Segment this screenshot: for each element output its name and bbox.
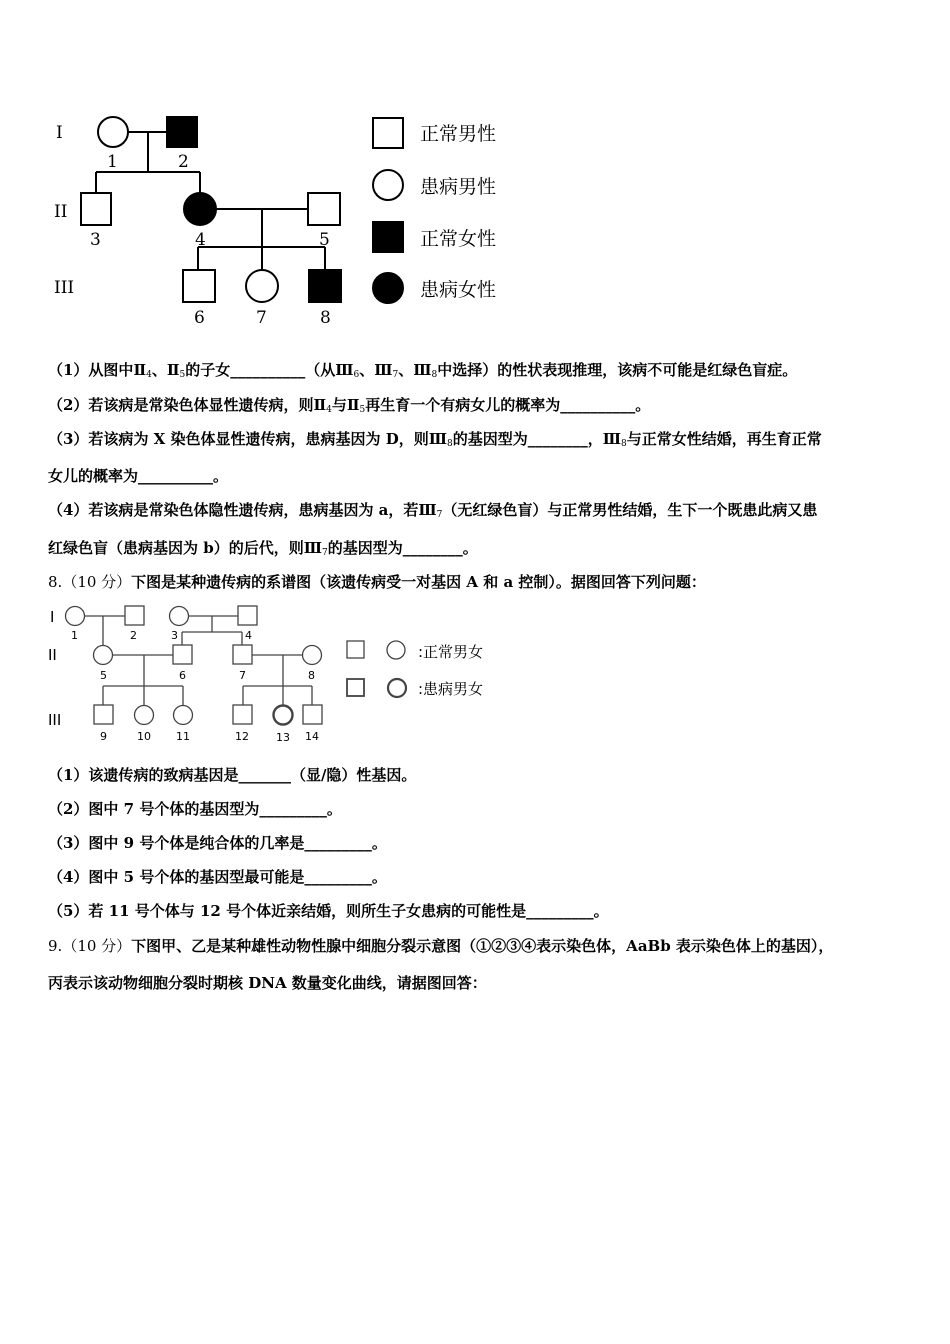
- pedigree2-individual-1: [66, 607, 85, 626]
- legend1-circle-open-icon: [373, 170, 403, 200]
- pedigree2-individual-6: [173, 645, 192, 664]
- pedigree1-individual-4: [184, 193, 216, 225]
- pedigree1-individual-8: [309, 270, 341, 302]
- q9-score: （10 分）: [62, 937, 132, 955]
- pedigree1-individual-6: [183, 270, 215, 302]
- pedigree1-num-6: 6: [194, 308, 205, 328]
- q8-subquestion-5: （5）若 11 号个体与 12 号个体近亲结婚，则所生子女患病的可能性是_________。: [48, 902, 609, 920]
- pedigree2-individual-5: [94, 646, 113, 665]
- pedigree-chart-1: [40, 105, 520, 335]
- pedigree2-num-13: 13: [276, 731, 290, 744]
- pedigree2-individual-11: [174, 706, 193, 725]
- pedigree2-individual-2: [125, 606, 144, 625]
- pedigree1-gen-2-label: II: [54, 202, 68, 222]
- q9-stem: [48, 936, 833, 956]
- pedigree1-num-3: 3: [90, 230, 101, 250]
- legend2-circle-affected-icon: [388, 679, 406, 697]
- pedigree2-individual-14: [303, 705, 322, 724]
- pedigree1-individual-3: [81, 193, 111, 225]
- legend1-affected-male: 患病男性: [420, 176, 497, 198]
- pedigree1-individual-5: [308, 193, 340, 225]
- q9-stem-cont: 丙表示该动物细胞分裂时期核 DNA 数量变化曲线，请据图回答：: [48, 974, 487, 992]
- pedigree1-num-2: 2: [178, 152, 189, 172]
- pedigree1-individual-2: [167, 117, 197, 147]
- pedigree1-individual-7: [246, 270, 278, 302]
- pedigree2-num-3: 3: [171, 629, 178, 642]
- pedigree2-individual-9: [94, 705, 113, 724]
- q9-number: 9.: [48, 937, 63, 955]
- pedigree2-individual-12: [233, 705, 252, 724]
- pedigree2-num-14: 14: [305, 730, 319, 743]
- pedigree1-num-5: 5: [319, 230, 330, 250]
- pedigree2-gen-2-label: II: [48, 646, 57, 664]
- pedigree2-individual-7: [233, 645, 252, 664]
- pedigree2-num-4: 4: [245, 629, 252, 642]
- legend1-square-open-icon: [373, 118, 403, 148]
- pedigree2-num-12: 12: [235, 730, 249, 743]
- legend2-square-normal-icon: [347, 641, 364, 658]
- legend2-square-affected-icon: [347, 679, 364, 696]
- pedigree2-gen-3-label: III: [48, 711, 62, 729]
- pedigree-chart-2: [40, 598, 520, 748]
- q8-subquestion-4: （4）图中 5 号个体的基因型最可能是_________。: [48, 868, 387, 886]
- q7-subquestion-3-cont: 女儿的概率为__________。: [48, 467, 229, 485]
- pedigree2-num-1: 1: [71, 629, 78, 642]
- pedigree1-num-4: 4: [195, 230, 206, 250]
- legend1-normal-male: 正常男性: [420, 123, 497, 145]
- pedigree1-num-7: 7: [256, 308, 267, 328]
- q8-number: 8.: [48, 573, 63, 591]
- q7-subquestion-3: （3）若该病为 X 染色体显性遗传病，患病基因为 D，则$Ⅲ_8$的基因型为________，$Ⅲ_8$与正常女性结婚，再生育正常: [48, 430, 822, 449]
- q8-subquestion-2: （2）图中 7 号个体的基因型为_________。: [48, 800, 342, 818]
- pedigree1-num-8: 8: [320, 308, 331, 328]
- legend2-normal-label: :正常男女: [418, 643, 484, 661]
- pedigree2-individual-13: [274, 706, 293, 725]
- q7-subquestion-4-cont: 红绿色盲（患病基因为 b）的后代，则$Ⅲ_7$的基因型为________。: [48, 539, 478, 558]
- pedigree2-num-7: 7: [239, 669, 246, 682]
- pedigree2-num-2: 2: [130, 629, 137, 642]
- pedigree2-individual-8: [303, 646, 322, 665]
- pedigree1-gen-3-label: III: [54, 278, 75, 298]
- q8-stem-text: 下图是某种遗传病的系谱图（该遗传病受一对基因 A 和 a 控制）。据图回答下列问题：: [131, 573, 706, 591]
- q8-score: （10 分）: [62, 573, 132, 591]
- pedigree2-individual-3: [170, 607, 189, 626]
- pedigree1-gen-1-label: I: [56, 123, 63, 143]
- pedigree1-individual-1: [98, 117, 128, 147]
- pedigree2-num-8: 8: [308, 669, 315, 682]
- q8-subquestion-3: （3）图中 9 号个体是纯合体的几率是_________。: [48, 834, 387, 852]
- legend1-square-filled-icon: [373, 222, 403, 252]
- legend1-normal-female: 正常女性: [420, 228, 497, 250]
- pedigree2-num-5: 5: [100, 669, 107, 682]
- pedigree2-individual-10: [135, 706, 154, 725]
- pedigree2-individual-4: [238, 606, 257, 625]
- legend1-affected-female: 患病女性: [420, 279, 497, 301]
- q9-stem-text: 下图甲、乙是某种雄性动物性腺中细胞分裂示意图（①②③④表示染色体，AaBb 表示染色体上的基因），: [131, 937, 834, 955]
- pedigree2-num-9: 9: [100, 730, 107, 743]
- pedigree2-num-11: 11: [176, 730, 190, 743]
- q8-subquestion-1: （1）该遗传病的致病基因是_______（显/隐）性基因。: [48, 766, 417, 784]
- pedigree2-num-10: 10: [137, 730, 151, 743]
- q7-subquestion-4: （4）若该病是常染色体隐性遗传病，患病基因为 a，若$Ⅲ_7$（无红绿色盲）与正常男性结婚，生下一个既患此病又患: [48, 501, 818, 520]
- legend2-circle-normal-icon: [387, 641, 405, 659]
- pedigree1-num-1: 1: [107, 152, 118, 172]
- pedigree2-num-6: 6: [179, 669, 186, 682]
- legend2-affected-label: :患病男女: [418, 680, 484, 698]
- legend1-circle-filled-icon: [373, 273, 403, 303]
- q8-stem: [48, 572, 706, 592]
- q7-subquestion-1: （1）从图中$Ⅱ_4$、$Ⅱ_5$的子女__________（从$Ⅲ_6$、$Ⅲ_7$、$Ⅲ_8$中选择）的性状表现推理，该病不可能是红绿色盲症。: [48, 361, 798, 380]
- q7-subquestion-2: （2）若该病是常染色体显性遗传病，则$Ⅱ_4$与$Ⅱ_5$再生育一个有病女儿的概率为__________。: [48, 396, 651, 415]
- pedigree2-gen-1-label: I: [50, 608, 55, 626]
